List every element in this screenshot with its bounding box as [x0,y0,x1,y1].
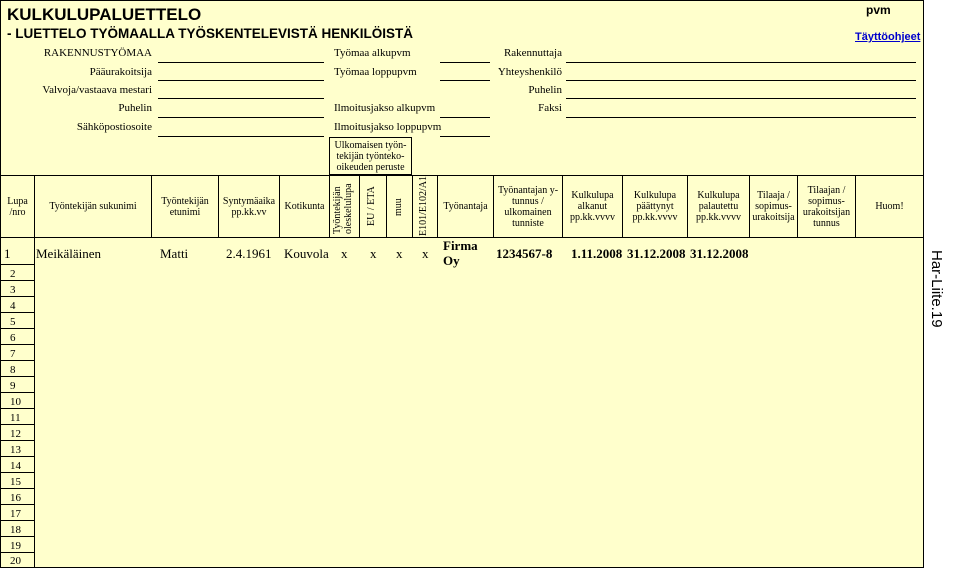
site-start-field[interactable] [440,62,490,63]
row-num: 18 [10,524,21,536]
row-divider [0,472,34,473]
site-end-field[interactable] [440,80,490,81]
row-num: 2 [10,268,16,280]
col-lupa: Lupa /nro [7,195,28,218]
col-other: muu [393,198,404,216]
row-num: 9 [10,380,16,392]
page-subtitle: - LUETTELO TYÖMAALLA TYÖSKENTELEVISTÄ HENKILÖISTÄ [7,26,413,41]
period-end-field[interactable] [440,136,490,137]
row-divider [0,424,34,425]
attachment-label: Har-Liite.19 [928,250,945,328]
row-1-hometown[interactable]: Kouvola [284,246,329,261]
col-firstname: Työntekijän etunimi [161,195,209,218]
row-divider [0,360,34,361]
developer-phone-label: Puhelin [528,84,562,96]
row-1-employer[interactable]: Firma Oy [443,238,478,268]
col-divider [386,175,387,238]
row-divider [0,520,34,521]
site-end-label: Työmaa loppupvm [334,66,417,78]
row-divider [0,488,34,489]
row-1-permit-returned[interactable]: 31.12.2008 [690,246,749,261]
row-divider [0,552,34,553]
col-notes: Huom! [875,201,904,212]
col-divider [412,175,413,238]
col-birthdate: Syntymäaika pp.kk.vv [222,195,276,218]
site-start-label: Työmaa alkupvm [334,47,411,59]
row-1-other[interactable]: x [396,246,403,261]
row-1-firstname[interactable]: Matti [160,246,189,261]
fax-field[interactable] [566,117,916,118]
col-permit-start: Kulkulupa alkanut pp.kk.vvvv [570,190,615,223]
row-divider [0,408,34,409]
period-start-field[interactable] [440,117,490,118]
main-contractor-field[interactable] [158,80,324,81]
col-hometown: Kotikunta [284,201,325,212]
developer-label: Rakennuttaja [503,47,562,59]
instructions-link[interactable]: Täyttöohjeet [855,31,921,43]
fax-label: Faksi [538,102,562,114]
row-1-e101[interactable]: x [422,246,429,261]
row-divider [0,376,34,377]
developer-field[interactable] [566,62,916,63]
row-num: 17 [10,508,21,520]
site-field[interactable] [158,62,324,63]
row-num: 3 [10,284,16,296]
row-divider [0,392,34,393]
col-contractor: Tilaaja / sopimus-urakoitsija [752,190,795,223]
period-end-label: Ilmoitusjakso loppupvm [334,121,442,133]
row-1-surname[interactable]: Meikäläinen [36,246,101,261]
row-1-employer-id[interactable]: 1234567-8 [496,246,553,261]
site-label: RAKENNUSTYÖMAA [43,47,152,59]
supervisor-label: Valvoja/vastaava mestari [42,84,152,96]
row-divider [0,456,34,457]
col-divider [329,175,330,238]
col-permit-returned: Kulkulupa palautettu pp.kk.vvvv [696,190,741,223]
row-num: 6 [10,332,16,344]
phone-field[interactable] [158,117,324,118]
col-e101: E101/E102/A1 [418,176,429,236]
email-field[interactable] [158,136,324,137]
period-start-label: Ilmoitusjakso alkupvm [334,102,436,114]
row-num: 5 [10,316,16,328]
page-title: KULKULUPALUETTELO [7,5,202,24]
date-label: pvm [866,3,891,17]
contact-person-field[interactable] [566,80,916,81]
row-num: 16 [10,492,21,504]
row-num: 19 [10,540,21,552]
supervisor-field[interactable] [158,98,324,99]
work-right-group-header: Ulkomaisen työn-tekijän työnteko-oikeuden peruste [334,139,407,173]
row-1-residence-permit[interactable]: x [341,246,348,261]
email-label: Sähköpostiosoite [76,121,152,133]
col-surname: Työntekijän sukunimi [49,201,137,212]
row-1-eu[interactable]: x [370,246,377,261]
phone-label: Puhelin [118,102,152,114]
row-divider [0,344,34,345]
row-num: 4 [10,300,16,312]
row-divider [0,536,34,537]
row-num: 7 [10,348,16,360]
col-employer: Työnantaja [443,201,488,212]
col-permit-end: Kulkulupa päättynyt pp.kk.vvvv [632,190,678,223]
row-1-birthdate[interactable]: 2.4.1961 [226,246,272,261]
row-divider [0,312,34,313]
row-1-num: 1 [4,246,11,261]
col-residence-permit: Työntekijän oleskelulupa [332,183,354,234]
developer-phone-field[interactable] [566,98,916,99]
row-divider [0,328,34,329]
row-divider [0,296,34,297]
row-num: 11 [10,412,21,424]
row-1-permit-start[interactable]: 1.11.2008 [571,246,623,261]
row-num: 20 [10,555,21,567]
col-eu: EU / ETA [366,186,377,226]
row-num: 15 [10,476,21,488]
col-employer-id: Työnantajan y-tunnus / ulkomainen tunniste [497,184,559,229]
row-num: 8 [10,364,16,376]
row-divider [0,504,34,505]
contact-person-label: Yhteyshenkilö [497,66,562,78]
row-1-permit-end[interactable]: 31.12.2008 [627,246,686,261]
main-contractor-label: Pääurakoitsija [89,66,152,78]
row-num: 14 [10,460,21,472]
row-divider [0,264,34,265]
row-num: 12 [10,428,21,440]
row-divider [0,440,34,441]
col-contractor-id: Tilaajan / sopimus-urakoitsijan tunnus [802,184,851,229]
row-num: 10 [10,396,21,408]
col-divider [359,175,360,238]
row-num: 13 [10,444,21,456]
row-divider [0,280,34,281]
